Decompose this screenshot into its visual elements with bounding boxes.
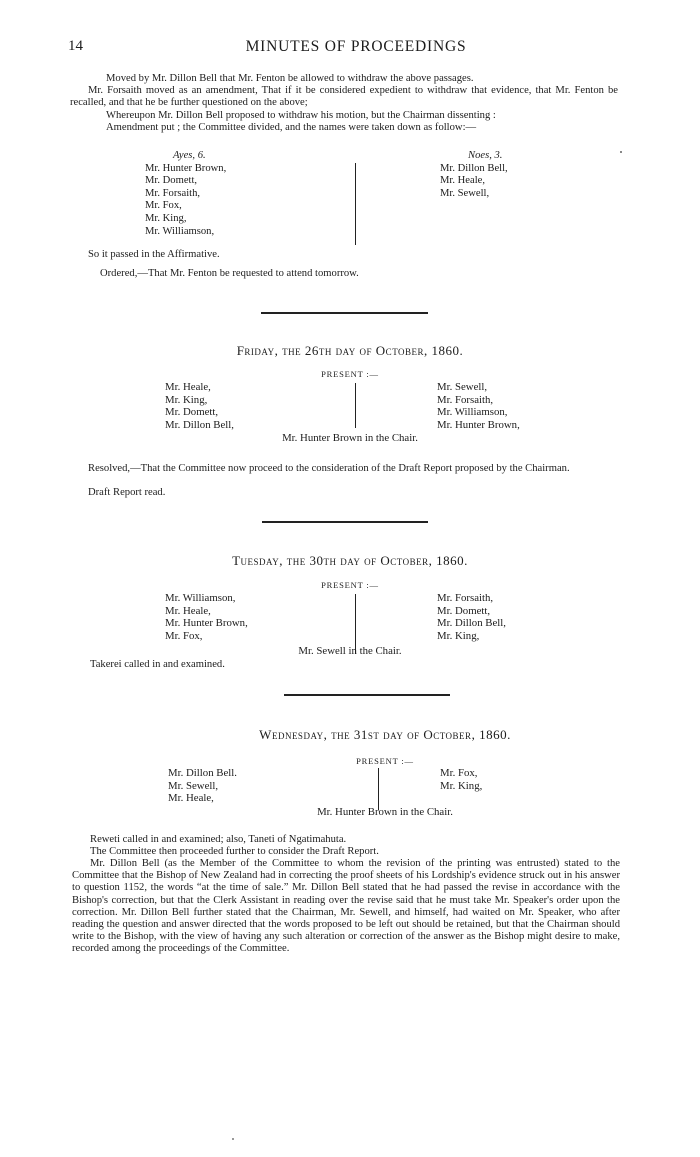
reweti-paragraph: Reweti called in and examined; also, Taneti of Ngatimahuta. — [90, 834, 347, 845]
noes-label: Noes, 3. — [468, 150, 503, 161]
no-member: Mr. Sewell, — [440, 187, 490, 199]
draft-read-paragraph: Draft Report read. — [88, 487, 166, 498]
member: Mr. Sewell, — [168, 779, 219, 792]
member: Mr. Heale, — [165, 604, 211, 617]
members-left — [168, 767, 237, 805]
member: Mr. Hunter Brown, — [165, 617, 248, 630]
member: Mr. Heale, — [168, 792, 214, 805]
member: Mr. King, — [437, 629, 480, 642]
order-paragraph: Ordered,—That Mr. Fenton be requested to attend tomorrow. — [100, 268, 359, 279]
member: Mr. Williamson, — [437, 406, 508, 419]
section-rule — [262, 521, 428, 523]
member: Mr. Fox, — [440, 767, 478, 779]
member: Mr. Dillon Bell. — [168, 767, 237, 779]
meeting-day: Tuesday — [232, 553, 280, 568]
stray-mark — [232, 1138, 234, 1140]
no-member: Mr. Dillon Bell, — [440, 162, 508, 174]
meeting-the: the — [282, 343, 302, 358]
aye-member: Mr. Domett, — [145, 175, 198, 187]
meeting-date-num: 30th — [309, 553, 337, 568]
member: Mr. King, — [165, 393, 208, 406]
aye-member: Mr. Williamson, — [145, 225, 215, 237]
running-header — [68, 38, 644, 58]
present-divider — [355, 383, 356, 428]
members-left — [165, 592, 248, 642]
meeting-year: , 1860. — [424, 343, 464, 358]
chair-line: Mr. Hunter Brown in the Chair. — [282, 432, 418, 444]
section-rule — [261, 312, 428, 314]
chair-line: Mr. Hunter Brown in the Chair. — [317, 806, 453, 818]
ayes-column — [145, 150, 335, 238]
aye-member: Mr. Hunter Brown, — [145, 162, 227, 174]
meeting-the: the — [286, 553, 306, 568]
meeting-the: the — [331, 727, 351, 742]
noes-column — [440, 150, 590, 200]
meeting-year: , 1860. — [471, 727, 511, 742]
aye-member: Mr. King, — [145, 212, 187, 224]
present-label: PRESENT :— — [356, 756, 414, 766]
running-title: MINUTES OF PROCEEDINGS — [245, 38, 467, 55]
meeting-day: Wednesday — [259, 727, 324, 742]
meeting-month: October — [423, 727, 472, 742]
ayes-label: Ayes, 6. — [173, 150, 206, 161]
member: Mr. Domett, — [165, 406, 219, 419]
meeting-day-of: day of — [383, 727, 420, 742]
member: Mr. King, — [440, 779, 483, 792]
meeting-day: Friday — [236, 343, 275, 358]
amendment-paragraph: Mr. Forsaith moved as an amendment, That if it be considered expedient to withdraw that evidence, that Mr. Fenton be recalled, and that he be further questioned on the above; — [70, 85, 618, 109]
aye-member: Mr. Fox, — [145, 200, 182, 212]
meeting-day-of: day of — [335, 343, 373, 358]
members-right — [437, 381, 520, 431]
member: Mr. Fox, — [165, 629, 203, 642]
member: Mr. Heale, — [165, 381, 211, 393]
meeting-date-heading: Tuesday, the 30th day of October, 1860. — [232, 553, 468, 568]
draft-report-paragraph: The Committee then proceeded further to consider the Draft Report. — [90, 846, 379, 857]
present-divider — [378, 768, 379, 810]
member: Mr. Forsaith, — [437, 393, 494, 406]
resolution-paragraph: Resolved,—That the Committee now proceed to the consideration of the Draft Report proposed by the Chairman. — [88, 463, 570, 474]
member: Mr. Domett, — [437, 604, 491, 617]
stray-mark — [620, 151, 622, 153]
chair-line: Mr. Sewell in the Chair. — [298, 645, 402, 657]
member: Mr. Hunter Brown, — [437, 418, 520, 431]
division-result: So it passed in the Affirmative. — [88, 249, 220, 260]
present-label: PRESENT :— — [321, 580, 379, 590]
division-divider — [355, 163, 356, 245]
member: Mr. Williamson, — [165, 592, 236, 604]
member: Mr. Forsaith, — [437, 592, 494, 604]
members-right — [440, 767, 482, 792]
page-number: 14 — [68, 38, 83, 54]
member: Mr. Sewell, — [437, 381, 488, 393]
division-paragraph: Amendment put ; the Committee divided, and the names were taken down as follow:— — [106, 122, 477, 133]
meeting-date-heading: Friday, the 26th day of October, 1860. — [236, 343, 464, 358]
meeting-month: October — [380, 553, 429, 568]
meeting-date-heading: Wednesday, the 31st day of October, 1860. — [259, 727, 511, 742]
meeting-date-num: 31st — [353, 727, 380, 742]
present-divider — [355, 594, 356, 654]
motion-paragraph: Moved by Mr. Dillon Bell that Mr. Fenton be allowed to withdraw the above passages. — [106, 73, 474, 84]
section-rule — [284, 694, 450, 696]
takerei-paragraph: Takerei called in and examined. — [90, 659, 225, 670]
members-left — [165, 381, 234, 431]
withdraw-paragraph: Whereupon Mr. Dillon Bell proposed to withdraw his motion, but the Chairman dissenting : — [106, 110, 496, 121]
meeting-year: , 1860. — [428, 553, 468, 568]
meeting-month: October — [375, 343, 425, 358]
no-member: Mr. Heale, — [440, 175, 486, 187]
meeting-day-of: day of — [340, 553, 377, 568]
members-right — [437, 592, 506, 642]
printing-revision-paragraph: Mr. Dillon Bell (as the Member of the Committee to whom the revision of the printing was entrusted) stated to the Committee that the Bishop of New Zealand had in correcting the proof sheets of his Lordship's evidence struck out in his answer to question 1152, the words “at the time of sale.” Mr. Dillon Bell stated that he had passed the revise in accordance with the Bishop's correction, but that the Clerk Assistant in reading over the revise said that he must take Mr. Speaker's order upon the correction. Mr. Dillon Bell further stated that the Chairman, Mr. Sewell, and himself, had waited on Mr. Speaker, who after reading the question and answer directed that the words proposed to be left out should be retained, but that the Chairman should write to the Bishop, with the view of having any such alteration or correction of the answer as the Bishop might desire to make, recorded among the proceedings of the Committee. — [72, 858, 620, 955]
meeting-date-num: 26th — [304, 343, 332, 358]
present-label: PRESENT :— — [321, 369, 379, 379]
member: Mr. Dillon Bell, — [437, 617, 506, 630]
member: Mr. Dillon Bell, — [165, 418, 234, 431]
aye-member: Mr. Forsaith, — [145, 187, 201, 199]
